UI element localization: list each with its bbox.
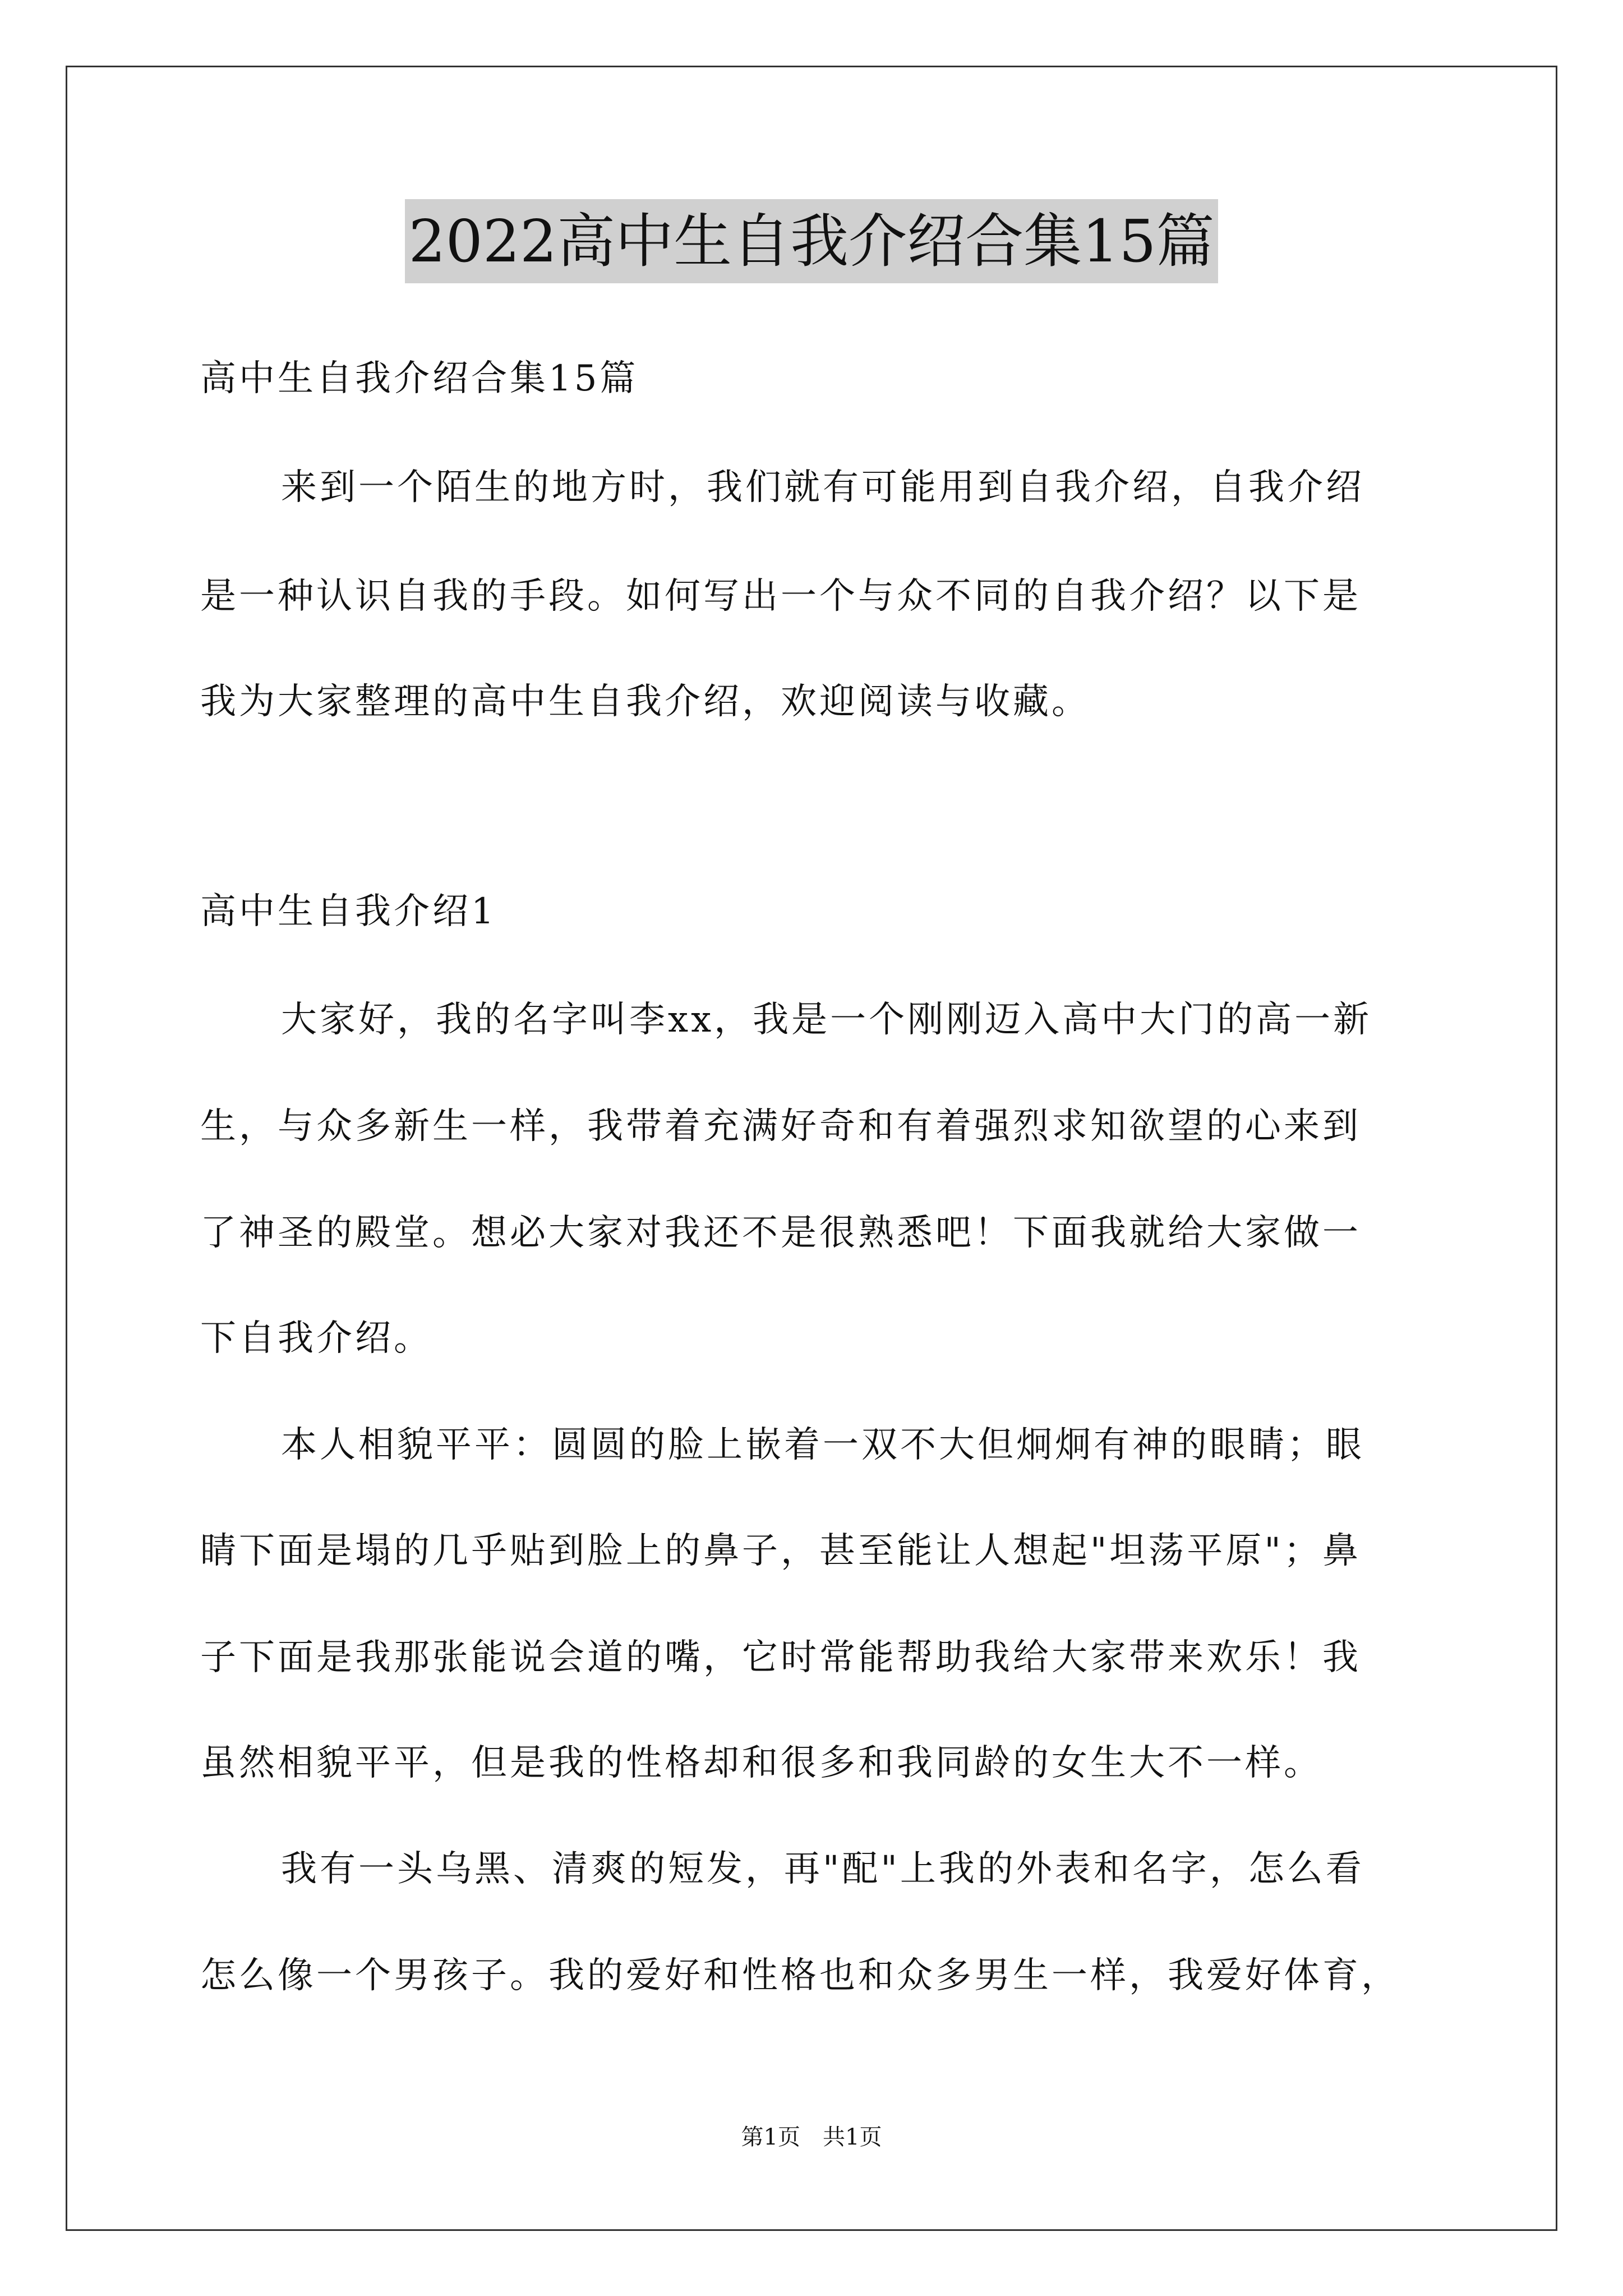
section-heading: 高中生自我介绍1 <box>200 891 497 932</box>
paragraph-line: 生，与众多新生一样，我带着充满好奇和有着强烈求知欲望的心来到 <box>200 1106 1361 1147</box>
subtitle-line: 高中生自我介绍合集15篇 <box>200 358 639 399</box>
paragraph-line: 了神圣的殿堂。想必大家对我还不是很熟悉吧！下面我就给大家做一 <box>200 1212 1361 1254</box>
paragraph-line: 怎么像一个男孩子。我的爱好和性格也和众多男生一样，我爱好体育， <box>200 1955 1400 1996</box>
paragraph-line: 子下面是我那张能说会道的嘴，它时常能帮助我给大家带来欢乐！我 <box>200 1637 1361 1678</box>
paragraph-line: 睛下面是塌的几乎贴到脸上的鼻子，甚至能让人想起"坦荡平原"；鼻 <box>200 1530 1361 1572</box>
paragraph-line: 虽然相貌平平，但是我的性格却和很多和我同龄的女生大不一样。 <box>200 1742 1322 1784</box>
page-footer: 第1页 共1页 <box>741 2124 882 2150</box>
paragraph-line: 来到一个陌生的地方时，我们就有可能用到自我介绍，自我介绍 <box>281 467 1364 508</box>
document-title: 2022高中生自我介绍合集15篇 <box>405 199 1218 283</box>
paragraph-line: 本人相貌平平：圆圆的脸上嵌着一双不大但炯炯有神的眼睛；眼 <box>281 1424 1364 1466</box>
paragraph-line: 我有一头乌黑、清爽的短发，再"配"上我的外表和名字，怎么看 <box>281 1848 1364 1890</box>
title-container <box>0 199 1623 283</box>
paragraph-line: 下自我介绍。 <box>200 1318 432 1359</box>
paragraph-line: 是一种认识自我的手段。如何写出一个与众不同的自我介绍？以下是 <box>200 576 1361 617</box>
paragraph-line: 我为大家整理的高中生自我介绍，欢迎阅读与收藏。 <box>200 681 1090 723</box>
paragraph-line: 大家好，我的名字叫李xx，我是一个刚刚迈入高中大门的高一新 <box>281 999 1372 1041</box>
